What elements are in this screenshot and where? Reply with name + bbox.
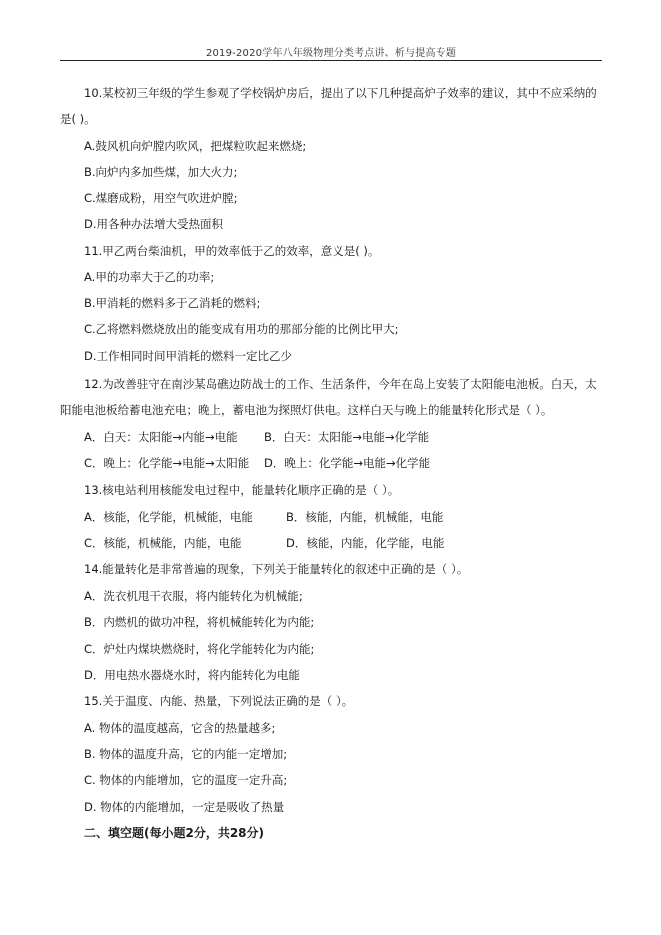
q11-option-b: B.甲消耗的燃料多于乙消耗的燃料; — [84, 296, 261, 310]
q13-stem: 13.核电站利用核能发电过程中，能量转化顺序正确的是（ ）。 — [84, 483, 400, 497]
q12-option-c: C．晚上：化学能→电能→太阳能 — [84, 456, 250, 470]
q15-option-b: B. 物体的温度升高，它的内能一定增加; — [84, 747, 288, 761]
q15-option-c: C. 物体的内能增加，它的温度一定升高; — [84, 773, 288, 787]
q15-stem: 15.关于温度、内能、热量，下列说法正确的是（ ）。 — [84, 694, 354, 708]
q15-option-d: D. 物体的内能增加，一定是吸收了热量 — [84, 800, 285, 814]
q11-stem: 11.甲乙两台柴油机，甲的效率低于乙的效率，意义是( )。 — [84, 244, 380, 258]
q11-option-a: A.甲的功率大于乙的功率; — [84, 270, 215, 284]
q14-stem: 14.能量转化是非常普遍的现象，下列关于能量转化的叙述中正确的是（ ）。 — [84, 562, 469, 576]
q11-option-d: D.工作相同时间甲消耗的燃料一定比乙少 — [84, 349, 293, 363]
q14-option-a: A．洗衣机甩干衣服，将内能转化为机械能; — [84, 589, 303, 603]
section-heading-fill-in: 二、填空题(每小题2分，共28分) — [84, 826, 265, 840]
q10-option-d: D.用各种办法增大受热面积 — [84, 217, 224, 231]
q10-stem-line1: 10.某校初三年级的学生参观了学校锅炉房后，提出了以下几种提高炉子效率的建议，其中不应采纳的 — [84, 86, 597, 100]
q10-option-c: C.煤磨成粉，用空气吹进炉膛; — [84, 191, 238, 205]
q13-option-b: B．核能，内能，机械能，电能 — [286, 510, 444, 524]
page-header: 2019-2020学年八年级物理分类考点讲、析与提高专题 — [205, 48, 457, 59]
q12-option-a: A．白天：太阳能→内能→电能 — [84, 430, 238, 444]
q15-option-a: A. 物体的温度越高，它含的热量越多; — [84, 721, 276, 735]
q12-option-b: B．白天：太阳能→电能→化学能 — [264, 430, 430, 444]
q10-option-b: B.向炉内多加些煤，加大火力; — [84, 165, 238, 179]
q10-option-a: A.鼓风机向炉膛内吹风，把煤粒吹起来燃烧; — [84, 139, 307, 153]
q13-option-a: A．核能，化学能，机械能，电能 — [84, 510, 253, 524]
q12-stem-line2: 阳能电池板给蓄电池充电；晚上，蓄电池为探照灯供电。这样白天与晚上的能量转化形式是（ ）。 — [60, 403, 553, 417]
q13-option-d: D．核能，内能，化学能，电能 — [286, 536, 445, 550]
q10-stem-line2: 是( )。 — [60, 112, 96, 126]
q13-option-c: C．核能，机械能，内能，电能 — [84, 536, 242, 550]
q11-option-c: C.乙将燃料燃烧放出的能变成有用功的那部分能的比例比甲大; — [84, 322, 399, 336]
q14-option-c: C．炉灶内煤块燃烧时，将化学能转化为内能; — [84, 642, 315, 656]
q14-option-b: B．内燃机的做功冲程，将机械能转化为内能; — [84, 615, 315, 629]
q14-option-d: D．用电热水器烧水时，将内能转化为电能 — [84, 668, 300, 682]
q12-stem-line1: 12.为改善驻守在南沙某岛礁边防战士的工作、生活条件，今年在岛上安装了太阳能电池板。白天，太 — [84, 377, 597, 391]
header-rule — [60, 60, 602, 61]
q12-option-d: D．晚上：化学能→电能→化学能 — [264, 456, 431, 470]
